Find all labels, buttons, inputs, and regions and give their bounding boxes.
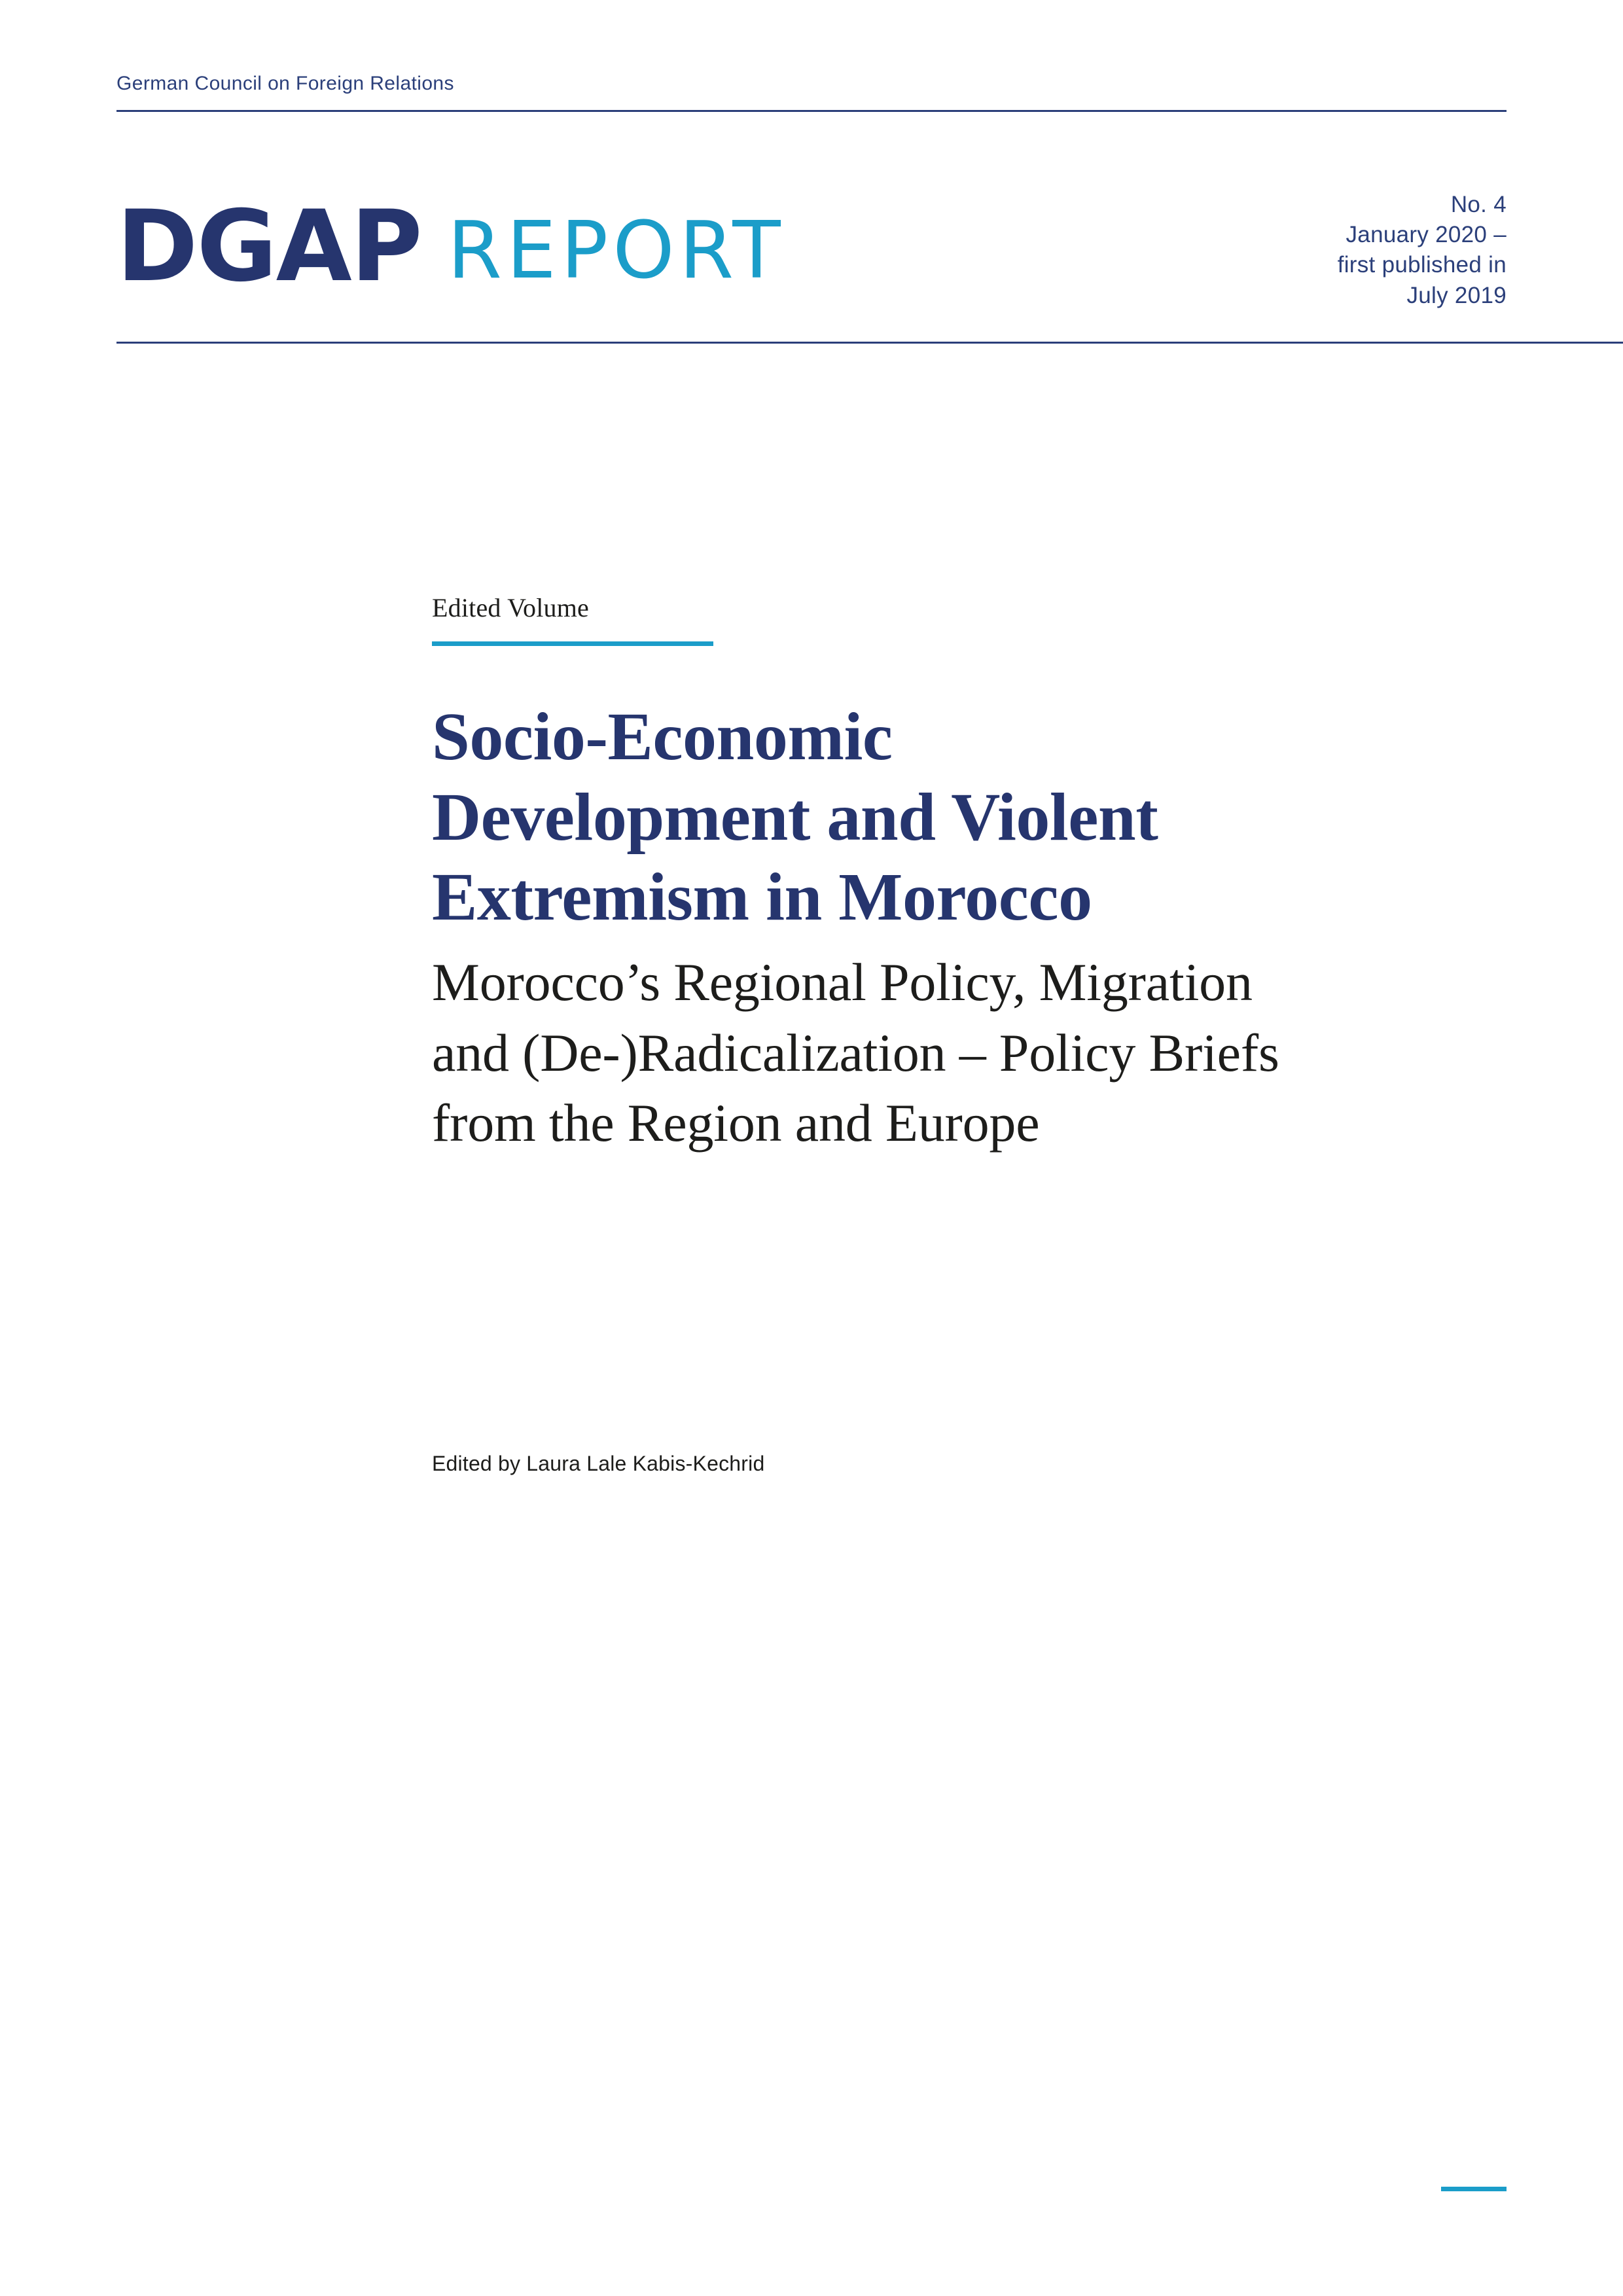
page-subtitle	[432, 947, 1518, 1158]
page-title	[432, 697, 1518, 938]
organization-name: German Council on Foreign Relations	[116, 73, 454, 94]
page-title-line-3: Extremism in Morocco	[432, 859, 1092, 935]
page-subtitle-line-3: from the Region and Europe	[432, 1092, 1040, 1153]
masthead	[116, 190, 1507, 321]
page-header	[116, 72, 1507, 112]
header-top-rule	[116, 110, 1507, 112]
dgap-report-logo	[116, 190, 785, 304]
editor-credit: Edited by Laura Lale Kabis-Kechrid	[432, 1452, 765, 1475]
page-subtitle-line-1: Morocco’s Regional Policy, Migration	[432, 952, 1253, 1013]
page-title-line-2: Development and Violent	[432, 779, 1158, 855]
page-title-line-1: Socio-Economic	[432, 699, 893, 774]
issue-date-line-1: January 2020 –	[1346, 222, 1507, 248]
page-subtitle-line-2: and (De-)Radicalization – Policy Briefs	[432, 1022, 1279, 1083]
issue-date-line-2: first published in	[1337, 252, 1507, 278]
issue-info	[1338, 190, 1507, 311]
report-wordmark: REPORT	[447, 206, 785, 296]
dgap-wordmark: DGAP	[116, 190, 421, 304]
publication-type-label: Edited Volume	[432, 593, 590, 622]
title-block	[432, 592, 1518, 1158]
header-bottom-rule	[116, 342, 1623, 344]
issue-number: No. 4	[1450, 192, 1507, 217]
footer-accent-mark	[1441, 2187, 1507, 2191]
issue-date-line-3: July 2019	[1406, 282, 1507, 308]
kicker-accent-rule	[432, 641, 713, 646]
